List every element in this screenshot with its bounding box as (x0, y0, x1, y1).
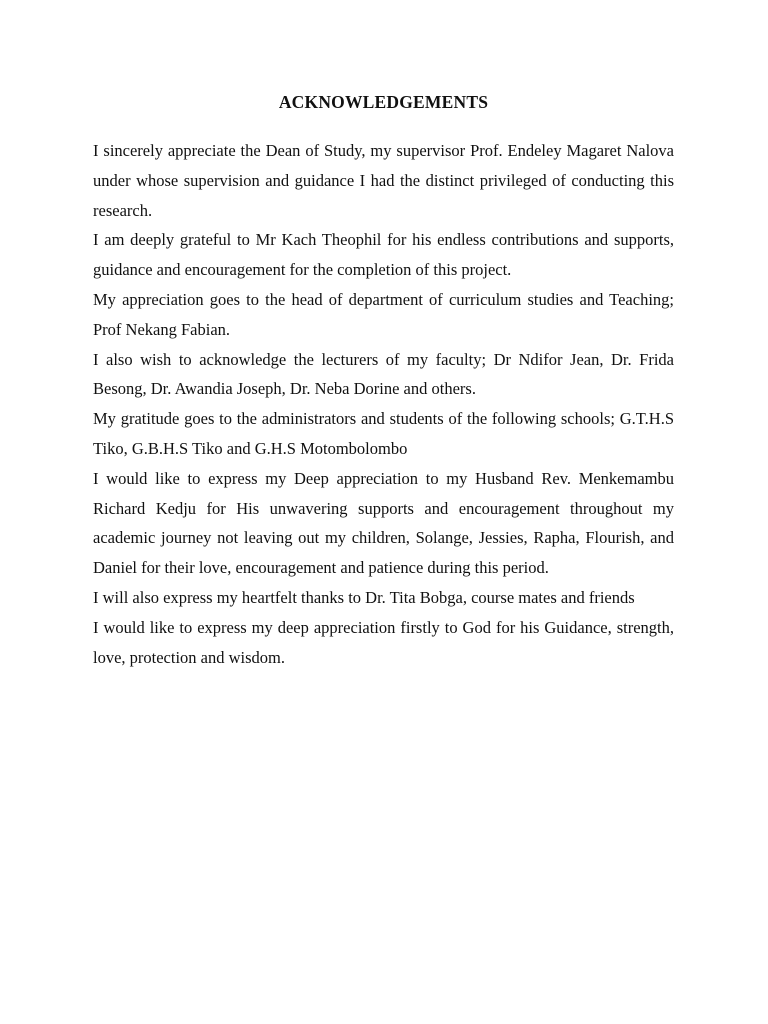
paragraph-schools: My gratitude goes to the administrators and students of the following schools; G.T.H.S Tiko, G.B.H.S Tiko and G.H.S Motombolombo (93, 409, 674, 458)
acknowledgements-section (93, 88, 674, 672)
paragraph-friends: I will also express my heartfelt thanks to Dr. Tita Bobga, course mates and friends (93, 587, 635, 607)
paragraph-dean: I sincerely appreciate the Dean of Study, my supervisor Prof. Endeley Magaret Nalova under whose supervision and guidance I had the distinct privileged of conducting this research. (93, 141, 674, 220)
paragraph-kach: I am deeply grateful to Mr Kach Theophil for his endless contributions and supports, guidance and encouragement for the completion of this project. (93, 230, 674, 280)
paragraph-god: I would like to express my deep appreciation firstly to God for his Guidance, strength, love, protection and wisdom. (93, 617, 674, 667)
paragraph-family: I would like to express my Deep appreciation to my Husband Rev. Menkemambu Richard Kedju for His unwavering supports and encouragement throughout my academic journey not leaving out my children, Solange, Jessies, Rapha, Flourish, and Daniel for their love, encouragement and patience during this period. (93, 468, 674, 578)
paragraph-head-of-department: My appreciation goes to the head of department of curriculum studies and Teaching; Prof Nekang Fabian. (93, 289, 674, 339)
paragraph-lecturers: I also wish to acknowledge the lecturers of my faculty; Dr Ndifor Jean, Dr. Frida Besong, Dr. Awandia Joseph, Dr. Neba Dorine and others. (93, 349, 674, 399)
page-title: ACKNOWLEDGEMENTS (278, 92, 489, 112)
